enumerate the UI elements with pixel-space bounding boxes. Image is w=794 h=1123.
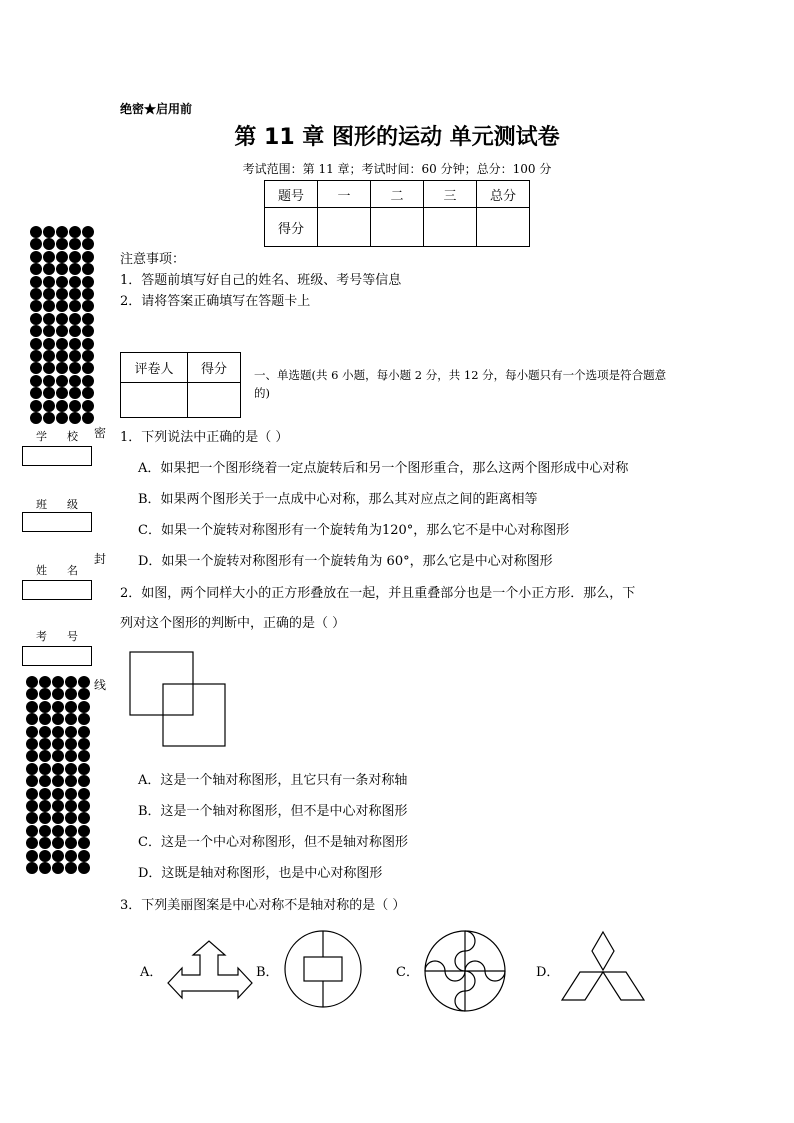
binding-dot [82,362,94,374]
binding-dot [52,775,64,787]
binding-dot [78,701,90,713]
binding-dot [52,812,64,824]
binding-dot [26,750,38,762]
exam-id-field[interactable] [22,646,92,666]
name-field[interactable] [22,580,92,600]
binding-dot [78,837,90,849]
binding-dot [52,738,64,750]
binding-dot [69,238,81,250]
question-2-option-d[interactable]: D．这既是轴对称图形，也是中心对称图形 [138,866,383,881]
binding-dot [69,362,81,374]
binding-dot [39,726,51,738]
binding-dot [26,763,38,775]
binding-dot [65,837,77,849]
binding-dot [56,325,68,337]
binding-dot [52,837,64,849]
binding-dot [39,862,51,874]
top-secret-label: 绝密★启用前 [120,102,193,116]
question-2-stem-line2: 列对这个图形的判断中，正确的是（ ） [120,616,346,631]
binding-dot [43,313,55,325]
binding-dot [43,263,55,275]
circle-rectangle-figure [282,928,364,1010]
question-2-stem-line1: 2．如图，两个同样大小的正方形叠放在一起，并且重叠部分也是一个小正方形．那么，下 [120,586,636,601]
binding-dot [56,362,68,374]
binding-dot [26,837,38,849]
binding-dot [52,763,64,775]
exam-id-label: 考号 [36,630,98,643]
pinwheel-circle-figure [422,928,508,1014]
binding-dot [69,276,81,288]
binding-dot [52,862,64,874]
binding-dot [26,800,38,812]
binding-dot [78,850,90,862]
grader-header: 评卷人 [121,353,188,383]
grader-table [120,352,241,418]
binding-dot [65,788,77,800]
binding-dot [65,726,77,738]
overlapping-squares-figure [125,648,235,752]
school-field[interactable] [22,446,92,466]
binding-dot [26,701,38,713]
binding-dot [82,375,94,387]
binding-dot [39,763,51,775]
binding-dot [82,325,94,337]
question-3-option-d-label[interactable]: D． [536,965,560,980]
binding-dot [39,701,51,713]
grader-cell[interactable] [188,383,241,418]
binding-dot [52,850,64,862]
binding-dot [56,400,68,412]
binding-dot [39,688,51,700]
binding-dot [78,738,90,750]
binding-dot [69,375,81,387]
binding-dot [43,325,55,337]
binding-dot [52,726,64,738]
binding-dot [78,788,90,800]
binding-dot [30,313,42,325]
binding-dot [43,375,55,387]
binding-dot [82,400,94,412]
binding-dot [30,263,42,275]
binding-dot [43,400,55,412]
binding-dot [82,226,94,238]
binding-dot [78,862,90,874]
binding-dot [39,825,51,837]
section-title: 一、单选题(共 6 小题，每小题 2 分，共 12 分，每小题只有一个选项是符合题意的) [254,368,667,400]
seal-char-mi: 密 [94,426,107,440]
binding-dot [78,688,90,700]
binding-dot [43,300,55,312]
binding-dot [56,288,68,300]
notes-heading: 注意事项： [120,252,186,267]
binding-dot [78,763,90,775]
question-2-option-b[interactable]: B．这是一个轴对称图形，但不是中心对称图形 [138,804,408,819]
binding-dot [78,750,90,762]
binding-dot [82,387,94,399]
score-table [264,180,530,247]
binding-dot [39,713,51,725]
binding-dot [39,850,51,862]
grader-cell[interactable] [121,383,188,418]
binding-dot [30,350,42,362]
question-3-option-b-label[interactable]: B． [256,965,279,980]
binding-dot [69,387,81,399]
score-header-cell: 二 [371,181,424,208]
binding-dot [52,800,64,812]
binding-dot [43,387,55,399]
binding-dot [56,375,68,387]
binding-dot [30,300,42,312]
binding-dot [69,226,81,238]
binding-dot [56,226,68,238]
binding-dot [56,300,68,312]
binding-dot [65,825,77,837]
seal-char-feng: 封 [94,552,107,566]
grader-header: 得分 [188,353,241,383]
notes-block [120,249,401,312]
binding-dot [82,350,94,362]
binding-dot [39,750,51,762]
exam-meta: 考试范围：第 11 章；考试时间：60 分钟；总分：100 分 [242,162,552,176]
name-label: 姓名 [36,564,98,577]
binding-dot [26,775,38,787]
binding-dot [26,726,38,738]
question-1-stem: 1．下列说法中正确的是（ ） [120,430,289,445]
score-header-cell: 总分 [477,181,530,208]
binding-dot [30,288,42,300]
binding-dot [39,812,51,824]
binding-dot [43,226,55,238]
binding-dot [26,788,38,800]
binding-dot [43,238,55,250]
question-1-option-b[interactable]: B．如果两个图形关于一点成中心对称，那么其对应点之间的距离相等 [138,492,538,507]
binding-dots-top [30,226,96,426]
binding-dot [69,288,81,300]
binding-dot [65,850,77,862]
class-label: 班级 [36,498,98,511]
binding-dot [26,850,38,862]
score-cell[interactable] [318,208,371,247]
binding-dot [65,775,77,787]
binding-dot [56,263,68,275]
score-header-cell: 一 [318,181,371,208]
binding-dot [43,350,55,362]
binding-dot [39,738,51,750]
binding-dot [82,313,94,325]
binding-dot [69,251,81,263]
binding-dot [43,288,55,300]
binding-dot [26,862,38,874]
binding-dot [65,713,77,725]
score-row-label: 得分 [265,208,318,247]
binding-dot [39,837,51,849]
binding-dot [26,825,38,837]
binding-dot [52,713,64,725]
binding-dot [30,338,42,350]
binding-dot [65,800,77,812]
binding-dot [30,276,42,288]
binding-dot [30,387,42,399]
binding-dot [39,800,51,812]
question-3-option-c-label[interactable]: C． [396,965,419,980]
binding-dot [43,412,55,424]
binding-dot [78,726,90,738]
question-1-option-a[interactable]: A．如果把一个图形绕着一定点旋转后和另一个图形重合，那么这两个图形成中心对称 [138,461,629,476]
binding-dot [30,251,42,263]
binding-dot [82,338,94,350]
binding-dot [69,313,81,325]
binding-dot [30,226,42,238]
binding-dot [69,338,81,350]
binding-dot [30,400,42,412]
binding-dot [82,276,94,288]
binding-dot [65,750,77,762]
question-2-option-a[interactable]: A．这是一个轴对称图形，且它只有一条对称轴 [138,773,408,788]
binding-dot [82,412,94,424]
binding-dot [69,412,81,424]
binding-dot [69,263,81,275]
binding-dot [65,676,77,688]
binding-dots-bottom [26,676,92,878]
binding-dot [52,676,64,688]
binding-dot [43,276,55,288]
binding-dot [56,276,68,288]
notes-item: 1．答题前填写好自己的姓名、班级、考号等信息 [120,273,402,288]
question-3-stem: 3．下列美丽图案是中心对称不是轴对称的是（ ） [120,898,406,913]
binding-dot [78,775,90,787]
binding-dot [26,812,38,824]
binding-dot [65,763,77,775]
binding-dot [82,288,94,300]
binding-dot [52,701,64,713]
binding-dot [30,412,42,424]
binding-dot [65,688,77,700]
class-field[interactable] [22,512,92,532]
binding-dot [78,800,90,812]
binding-dot [69,300,81,312]
binding-dot [52,750,64,762]
binding-dot [65,701,77,713]
score-cell[interactable] [477,208,530,247]
score-header-cell: 题号 [265,181,318,208]
binding-dot [56,412,68,424]
binding-dot [26,676,38,688]
question-1-option-c[interactable]: C．如果一个旋转对称图形有一个旋转角为120°，那么它不是中心对称图形 [138,523,570,538]
score-cell[interactable] [371,208,424,247]
three-arrows-figure [164,938,256,1000]
binding-dot [56,313,68,325]
seal-char-xian: 线 [94,678,107,692]
binding-dot [56,350,68,362]
binding-dot [82,251,94,263]
binding-dot [26,688,38,700]
binding-dot [65,812,77,824]
binding-dot [69,400,81,412]
binding-dot [43,251,55,263]
binding-dot [43,362,55,374]
score-header-cell: 三 [424,181,477,208]
question-2-option-c[interactable]: C．这是一个中心对称图形，但不是轴对称图形 [138,835,408,850]
binding-dot [82,238,94,250]
binding-dot [78,825,90,837]
binding-dot [65,738,77,750]
binding-dot [56,238,68,250]
binding-dot [82,263,94,275]
question-3-option-a-label[interactable]: A． [140,965,163,980]
three-rhombus-figure [560,928,646,1004]
binding-dot [82,300,94,312]
binding-dot [39,788,51,800]
binding-dot [56,251,68,263]
binding-dot [30,238,42,250]
school-label: 学校 [36,430,98,443]
binding-dot [78,676,90,688]
question-1-option-d[interactable]: D．如果一个旋转对称图形有一个旋转角为 60°，那么它是中心对称图形 [138,554,553,569]
binding-dot [26,738,38,750]
binding-dot [30,362,42,374]
binding-dot [78,812,90,824]
binding-dot [52,825,64,837]
binding-dot [78,713,90,725]
binding-dot [26,713,38,725]
binding-dot [56,387,68,399]
binding-dot [30,375,42,387]
score-cell[interactable] [424,208,477,247]
binding-dot [65,862,77,874]
binding-dot [56,338,68,350]
notes-item: 2．请将答案正确填写在答题卡上 [120,294,311,309]
binding-dot [69,325,81,337]
binding-dot [69,350,81,362]
binding-dot [39,676,51,688]
binding-dot [52,688,64,700]
binding-dot [30,325,42,337]
page-title: 第 11 章 图形的运动 单元测试卷 [234,125,560,150]
binding-dot [39,775,51,787]
binding-dot [52,788,64,800]
binding-dot [43,338,55,350]
